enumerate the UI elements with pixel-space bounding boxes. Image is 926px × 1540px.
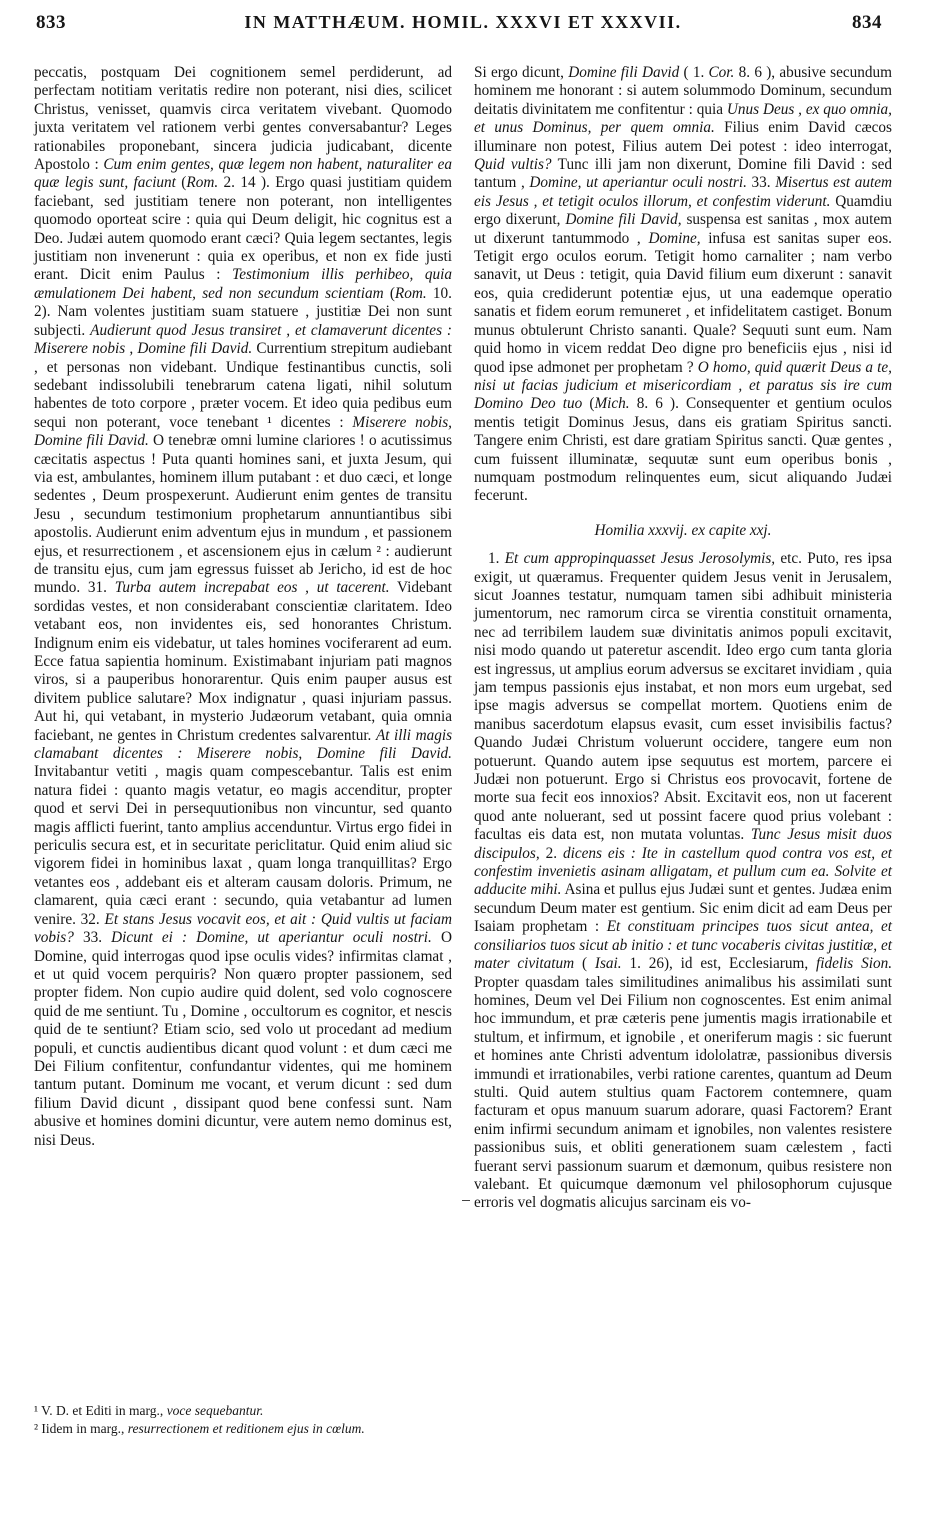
quotation: Et cum appropinquasset Jesus Jerosolymis,: [504, 550, 776, 568]
footnote-text: ² Iidem in marg.,: [34, 1421, 128, 1436]
right-column-text: [474, 64, 892, 506]
text-run: 2.: [539, 844, 563, 862]
quotation: O homo, quid quærit Deus a te, nisi ut facias judicium et misericordiam , et paratus sis ire cum Domino Deo tuo: [474, 358, 892, 413]
footnote-1: [34, 1402, 452, 1420]
text-run: Propter quasdam tales similitudines animalibus his assimilati sunt homines, Deum vel Dei Filium non cognoscentes. Est enim animal hoc immundum, et præ cæteris pene jumentis magis irrationabile et stultum, et infirmum, et ignobile , et oneriferum magis : sic fuerunt et homines ante Christi adventum idololatræ, passionibus diversis immundi et irrationabiles, verbi ratione carentes, quantum ad Deum stulti. Quid autem stultius quam Factorem contemnere, quam facturam et opus manuum suarum adorare, quasi Factorem? Erant enim infirmi secundum animam et ignobiles, non valentes resistere passionibus suis, et obliti generationem suam cælestem , facti fuerant servi passionum suarum et dæmonum, quibus resistere non valebant. Et quicumque dæmonum vel philosophorum cujusque erroris vel dogmatis alicujus sarcinam eis vo-: [474, 973, 892, 1212]
quotation: Et constituam principes tuos sicut antea, et consiliarios tuos sicut ab initio : et tunc vocaberis civitas justitiæ, et mater civitatum: [474, 918, 892, 973]
quotation: Domine fili David: [568, 64, 680, 81]
citation: Isai.: [594, 955, 622, 973]
quotation: Domine fili David,: [565, 211, 682, 229]
citation: Cor.: [708, 64, 735, 81]
footnote-text: ¹ V. D. et Editi in marg.,: [34, 1403, 167, 1418]
footnote-reading: voce sequebantur.: [166, 1403, 264, 1418]
quotation: Domine,: [648, 229, 701, 247]
text-run: etc. Puto, res ipsa exigit, ut quæramus. Frequenter quidem Jesus venit in Jerusalem, sicut Joannes testatur, numquam tamen sibi adhibuit ministeria jumentorum, nec ramorum circa se virentia constituit ornamenta, nec ad terribilem laudem suæ divinitatis animos populi excitavit, nisi modo quando ut pateretur ascendit. Ideo ergo cum tanta gloria est ingressus, ut amplius eorum adversus se excitaret invidiam , quia jam tempus passionis ejus instabat, et non mors eum urgebat, sed ipse magis adversus se compellat mortem. Quotiens enim de manibus sacerdotum elapsus evasit, cum esset invisibilis factus? Quando Judæi Christum voluerunt occidere, tangere eum non potuerunt. Quando autem ipse sequutus est mortem, parcere ei Judæi non potuerunt. Ergo si Christus eos provocavit, fortene de morte sua fecit eos innoxios? Absit. Excitavit eos, non ut facerent quod ante noluerant, sed ut possint facere quod prius volebant : facultas eis data est, non mutata voluntas.: [474, 550, 892, 844]
running-title: IN MATTHÆUM. HOMIL. XXXVI ET XXXVII.: [244, 12, 682, 32]
text-run: Currentium strepitum audiebant , et personas non videbant. Undique festinantibus cunctis, soli sedebant indissolubili tenebrarum catena ligati, nihil solutum habentes de toto corpore , præter vocem. Et ideo quia pedibus eum sequi non poterant, voce tenebant ¹ dicentes :: [34, 340, 452, 431]
footnote-2: [34, 1420, 452, 1438]
text-run: suspensa est sanitas , mox autem ut dixerunt tantummodo ,: [474, 211, 892, 247]
quotation: Dicunt ei : Domine, ut aperiantur oculi nostri.: [111, 929, 432, 947]
homily-text: [474, 550, 892, 1213]
page-number-right: 834: [852, 12, 882, 33]
text-run: Si ergo dicunt,: [474, 64, 569, 81]
text-run: Asina et pullus ejus Judæi sunt et gentes. Judæa enim secundum Deum mater est gentium. Sic enim dicit ad eam Deus per Isaiam prophetam :: [474, 881, 892, 936]
quotation: Testimonium illis perhibeo, quia æmulationem Dei habent, sed non secundum scientiam: [34, 266, 452, 302]
page-header: [0, 4, 926, 54]
page-number-left: 833: [36, 12, 66, 33]
text-run: 1. 26), id est, Ecclesiarum,: [621, 955, 816, 973]
quotation: Tunc Jesus misit duos discipulos,: [474, 826, 892, 862]
margin-dash: [462, 1200, 470, 1201]
right-column: [474, 64, 892, 1213]
quotation: Domine, ut aperiantur oculi nostri.: [529, 174, 747, 192]
text-run: O Domine, quid interrogas quod ipse oculis vides? infirmitas clamat , et ut quid vocem perquiris? Non quæro propter passionem, sed propter fidem. Non cupio audire quid dolent, sed volo cognoscere quid de me sentiunt. Tu , Domine , occultorum es cognitor, et nescis quid de te sentiunt? Etiam scio, sed volo ut procedant ad medium populi, et cunctis audientibus dicant quod volunt : et dum cæci me Dei Filium confitentur, confundantur videntes, qui me hominem tantum putant. Dominum me vocant, et verum dicunt : sed dum filium David dicunt , dissipant quod bene confessi sunt. Nam abusive et homines domini dicuntur, vere autem nemo dominus est, nisi Deus.: [34, 929, 452, 1149]
text-run: 10. 2). Nam volentes justitiam suam statuere , justitiæ Dei non sunt subjecti.: [34, 284, 452, 339]
text-run: Invitabantur vetiti , magis quam compescebantur. Talis est enim natura fidei : quanto magis vetatur, eo magis accenditur, propter quod et servi Dei in persequutionibus non vincuntur, sed quanto magis afflicti fuerint, tanto amplius accenduntur. Virtus ergo fidei in periculis secura est, et in securitate periclitatur. Quid enim aliud sic vigorem fidei in hominibus laxat , quam longa tranquillitas? Ergo vetantes eos , addebant eis et alteram causam doloris. Primum, ne clamarent, quia cæci erant : secundo, quia vetabantur ad lumen venire. 32.: [34, 763, 452, 928]
quotation: Miserere nobis, Domine fili David.: [34, 413, 452, 450]
text-run: (: [574, 955, 595, 973]
text-run: ( 1.: [679, 64, 709, 81]
quotation: Turba autem increpabat eos , ut tacerent.: [114, 579, 390, 597]
quotation: dicens eis : Ite in castellum quod contra vos est, et confestim invenietis asinam alligatam, et pullum cum ea. Solvite et adducite mihi.: [474, 844, 892, 899]
text-run: O tenebræ omni lumine clariores ! o acutissimus cæcitatis aspectus ! Puta quanti homines sani, et juxta Jesum, qui via est, ambulantes, hominem illum putabant : et duo cæci, et longe sedentes , Deum prospexerunt. Audierunt enim gentes de transitu Jesu , secundum testimonium prophetarum annuntiantibus sibi apostolis. Audierunt enim adventum ejus in mundum , et passionem ejus, et resurrectionem , et ascensionem ejus in cælum ² : audierunt de transitu ejus, cum jam egressus fuisset ab Jericho, id est de hoc mundo. 31.: [34, 432, 452, 597]
text-run: 2. 14 ). Ergo quasi justitiam quidem faciebant, sed justitiam tenere non poterant, non intelligentes quomodo oporteat scire : quia qui Deum deligit, hic cognitus est a Deo. Judæi autem quomodo erant cæci? Quia legem sectantes, legis justitiam non invenerunt : quia ex operibus, et non ex fide justi erant. Dicit enim Paulus :: [34, 174, 452, 284]
quotation: At illi magis clamabant dicentes : Miserere nobis, Domine fili David.: [34, 726, 453, 763]
quotation: fidelis Sion.: [815, 955, 893, 973]
quotation: Cum enim gentes, quæ legem non habent, naturaliter ea quæ legis sunt, faciunt: [34, 156, 452, 192]
text-run: 8. 6 ). Consequenter et gentium oculos mentis tetigit Dominus Jesus, dans eis gratiam Spiritus sancti. Tangere enim Christi, est dare gratiam Spiritus sancti. Quæ gentes , cum fuissent illuminatæ, sequutæ sunt eum operibus bonis , numquam postmodum relinquentes eum, sicut aliquando Judæi fecerunt.: [474, 395, 892, 505]
text-run: (: [383, 284, 395, 302]
citation: Rom.: [186, 174, 219, 192]
quotation: Quid vultis?: [474, 156, 552, 174]
citation: Mich.: [594, 395, 630, 413]
text-run: Videbant sordidas vestes, et non considerabant conscientiæ claritatem. Ideo vetabant eos, non invidentes eis, sed honorantes Christum. Indignum enim eis videbatur, ut tales homines vociferarent ad eum. Ecce fatua sapientia hominum. Existimabant injuriam pati magnos viros, si a pauperibus honorarentur. Quis enim pauper ausus est divitem publice salutare? Mox indignatur , quasi injuriam passus. Aut hi, qui vetabant, in mysterio Judæorum vetabant, quia omnia faciebant, ne gentes in Christum credentes salvarentur.: [34, 579, 452, 744]
text-run: Filius enim David cæcos illuminare non potest, Filius autem Dei potest : ideo interrogat,: [474, 119, 892, 155]
text-run: 8. 6 ), abusive secundum hominem me honorant : si autem solummodo Dominum, secundum deitatis divinitatem me confitentur : quia: [474, 64, 892, 118]
section-number: 1.: [488, 550, 505, 568]
text-run: 33.: [73, 929, 112, 947]
footnote-reading: resurrectionem et reditionem ejus in cœlum.: [127, 1421, 365, 1436]
text-run: peccatis, postquam Dei cognitionem semel perdiderunt, ad perfectam notitiam veritatis redire non poterant, nisi dies, scilicet Christus, venisset, quamvis circa veritatem vivebant. Quomodo juxta veritatem vel rationem verbi gentes conversabantur? Leges rationabiles proponebant, sincera judicia judicabant, dicente Apostolo :: [34, 64, 452, 174]
text-run: (: [175, 174, 187, 192]
quotation: Et stans Jesus vocavit eos, et ait : Quid vultis ut faciam vobis?: [34, 910, 453, 947]
left-column: [34, 64, 452, 1150]
footnotes: [34, 1402, 452, 1438]
left-column-text: [34, 64, 452, 1150]
quotation: Misertus est autem eis Jesus , et tetigit oculos illorum, et confestim viderunt.: [474, 174, 893, 210]
text-run: Tunc illi jam non dixerunt, Domine fili David : sed tantum ,: [474, 156, 892, 192]
quotation: Audierunt quod Jesus transiret , et clamaverunt dicentes : Miserere nobis , Domine fili David.: [34, 321, 452, 358]
text-run: infusa est sanitas super eos. Tetigit ergo oculos eorum. Tetigit homo carnaliter ; nam verbo sanavit, ut Deus : tetigit, quia David filium eum dixerunt : sanavit eos, quia crediderunt potentiæ ejus, ut una eademque operatio sanatis et fidem eorum remuneret , et infidelitatem castiget. Bonum munus obtulerunt Christo sananti. Quale? Sequuti sunt eum. Nam quid homo in vicem reddat Deo digne pro beneficiis ejus , nisi id quod ipse admonet per prophetam ?: [474, 229, 892, 376]
text-run: Quamdiu ergo dixerunt,: [474, 192, 892, 229]
quotation: Unus Deus , ex quo omnia, et unus Dominus, per quem omnia.: [474, 100, 892, 137]
text-run: (: [582, 395, 595, 413]
citation: Rom.: [394, 284, 427, 302]
text-run: 33.: [746, 174, 776, 192]
homily-heading: Homilia xxxvij. ex capite xxj.: [594, 521, 772, 539]
